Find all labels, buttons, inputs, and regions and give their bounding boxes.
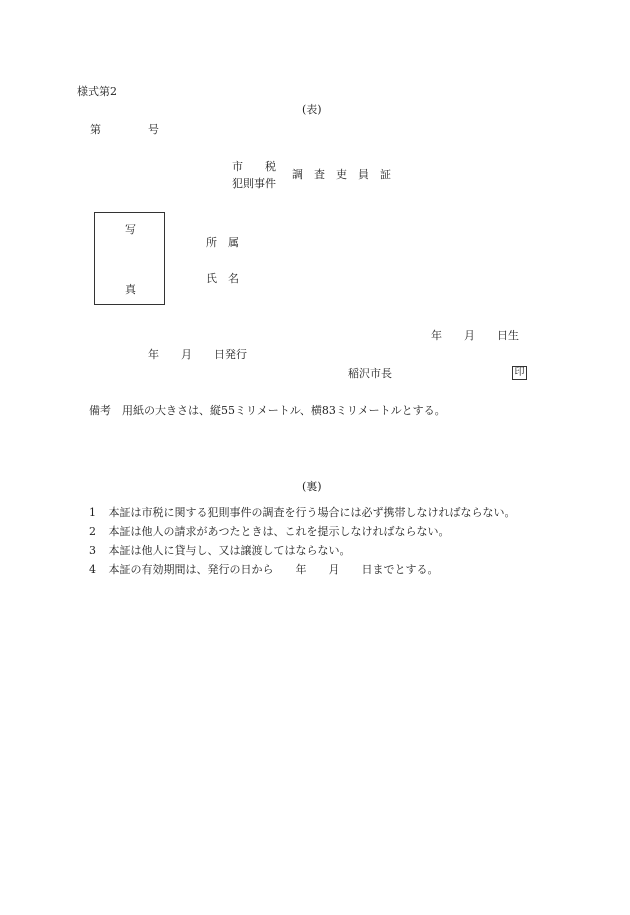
remarks-note: 備考 用紙の大きさは、縦55ミリメートル、横83ミリメートルとする。 [89, 404, 446, 417]
title-left-bottom: 犯則事件 [232, 177, 276, 190]
front-heading: (表) [302, 103, 322, 116]
seal-mark: 印 [512, 366, 527, 380]
item-number: 2 [89, 525, 96, 538]
back-item [89, 564, 439, 575]
affiliation-label: 所 属 [206, 236, 239, 249]
photo-label-bottom: 真 [125, 283, 136, 296]
number-suffix: 号 [148, 123, 159, 136]
item-text: 本証は他人の請求があつたときは、これを提示しなければならない。 [108, 525, 450, 538]
photo-label-top: 写 [125, 223, 136, 236]
back-heading: (裏) [302, 480, 322, 493]
item-number: 4 [89, 563, 96, 576]
item-text: 本証の有効期間は、発行の日から 年 月 日までとする。 [108, 563, 439, 576]
photo-box [94, 212, 165, 305]
certificate-title: 調 査 吏 員 証 [292, 168, 391, 181]
back-item [89, 545, 351, 556]
back-item [89, 507, 516, 518]
name-label: 氏 名 [206, 272, 239, 285]
birth-date-line: 年 月 日生 [431, 329, 519, 342]
issuer-name: 稲沢市長 [348, 367, 392, 380]
title-left-top: 市 税 [232, 160, 276, 173]
form-number: 様式第2 [77, 85, 117, 98]
number-prefix: 第 [90, 123, 101, 136]
issue-date-line: 年 月 日発行 [148, 348, 247, 361]
item-number: 3 [89, 544, 96, 557]
back-item [89, 526, 450, 537]
item-number: 1 [89, 506, 96, 519]
item-text: 本証は市税に関する犯則事件の調査を行う場合には必ず携帯しなければならない。 [108, 506, 516, 519]
item-text: 本証は他人に貸与し、又は譲渡してはならない。 [108, 544, 351, 557]
